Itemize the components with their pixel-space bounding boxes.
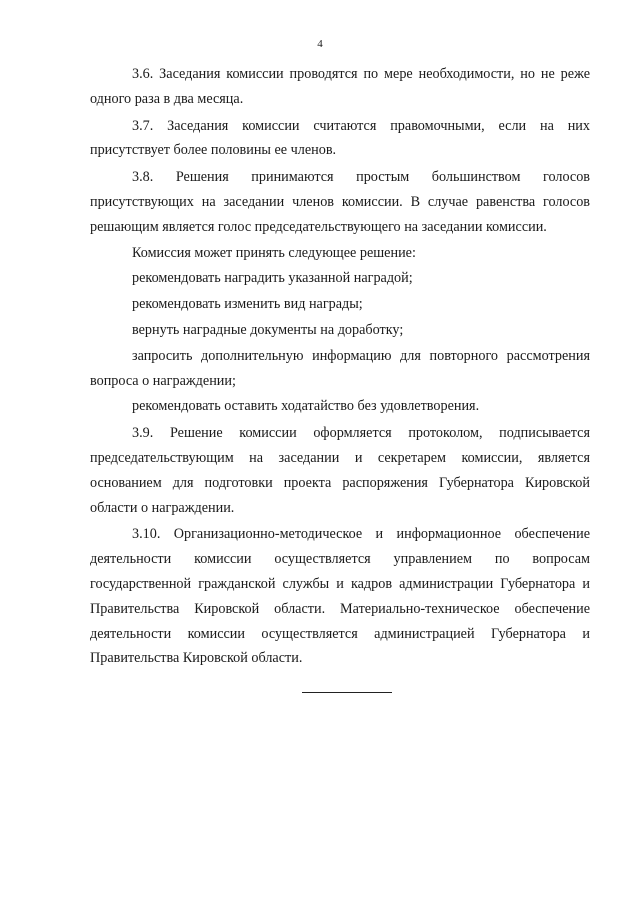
paragraph-3-8: 3.8. Решения принимаются простым большинством голосов присутствующих на заседании членов комиссии. В случае равенства голосов решающим является голос председательствующего на заседании комиссии. — [90, 169, 590, 235]
decision-option-return-documents: вернуть наградные документы на доработку; — [132, 321, 404, 338]
page-number: 4 — [317, 38, 323, 50]
end-separator-line — [302, 692, 392, 693]
decision-intro: Комиссия может принять следующее решение: — [132, 244, 416, 261]
paragraph-3-9: 3.9. Решение комиссии оформляется протоколом, подписывается председательствующим на заседании и секретарем комиссии, является основанием для подготовки проекта распоряжения Губернатора Кировской области о награждении. — [90, 425, 590, 516]
paragraph-3-6: 3.6. Заседания комиссии проводятся по мере необходимости, но не реже одного раза в два месяца. — [90, 66, 590, 107]
document-body — [90, 60, 590, 671]
decision-option-reject: рекомендовать оставить ходатайство без удовлетворения. — [132, 398, 480, 415]
paragraph-3-10: 3.10. Организационно-методическое и информационное обеспечение деятельности комиссии осуществляется управлением по вопросам государственной гражданской службы и кадров администрации Губернатора и Правительства Кировской области. Материально-техническое обеспечение деятельности комиссии осуществляется администрацией Губернатора и Правительства Кировской области. — [90, 526, 590, 667]
decision-option-request-info: запросить дополнительную информацию для повторного рассмотрения вопроса о награждении; — [90, 347, 590, 389]
paragraph-3-7: 3.7. Заседания комиссии считаются правомочными, если на них присутствует более половины ее членов. — [90, 117, 590, 159]
decision-option-award: рекомендовать наградить указанной наградой; — [132, 270, 413, 287]
decision-option-change-award: рекомендовать изменить вид награды; — [132, 296, 363, 313]
